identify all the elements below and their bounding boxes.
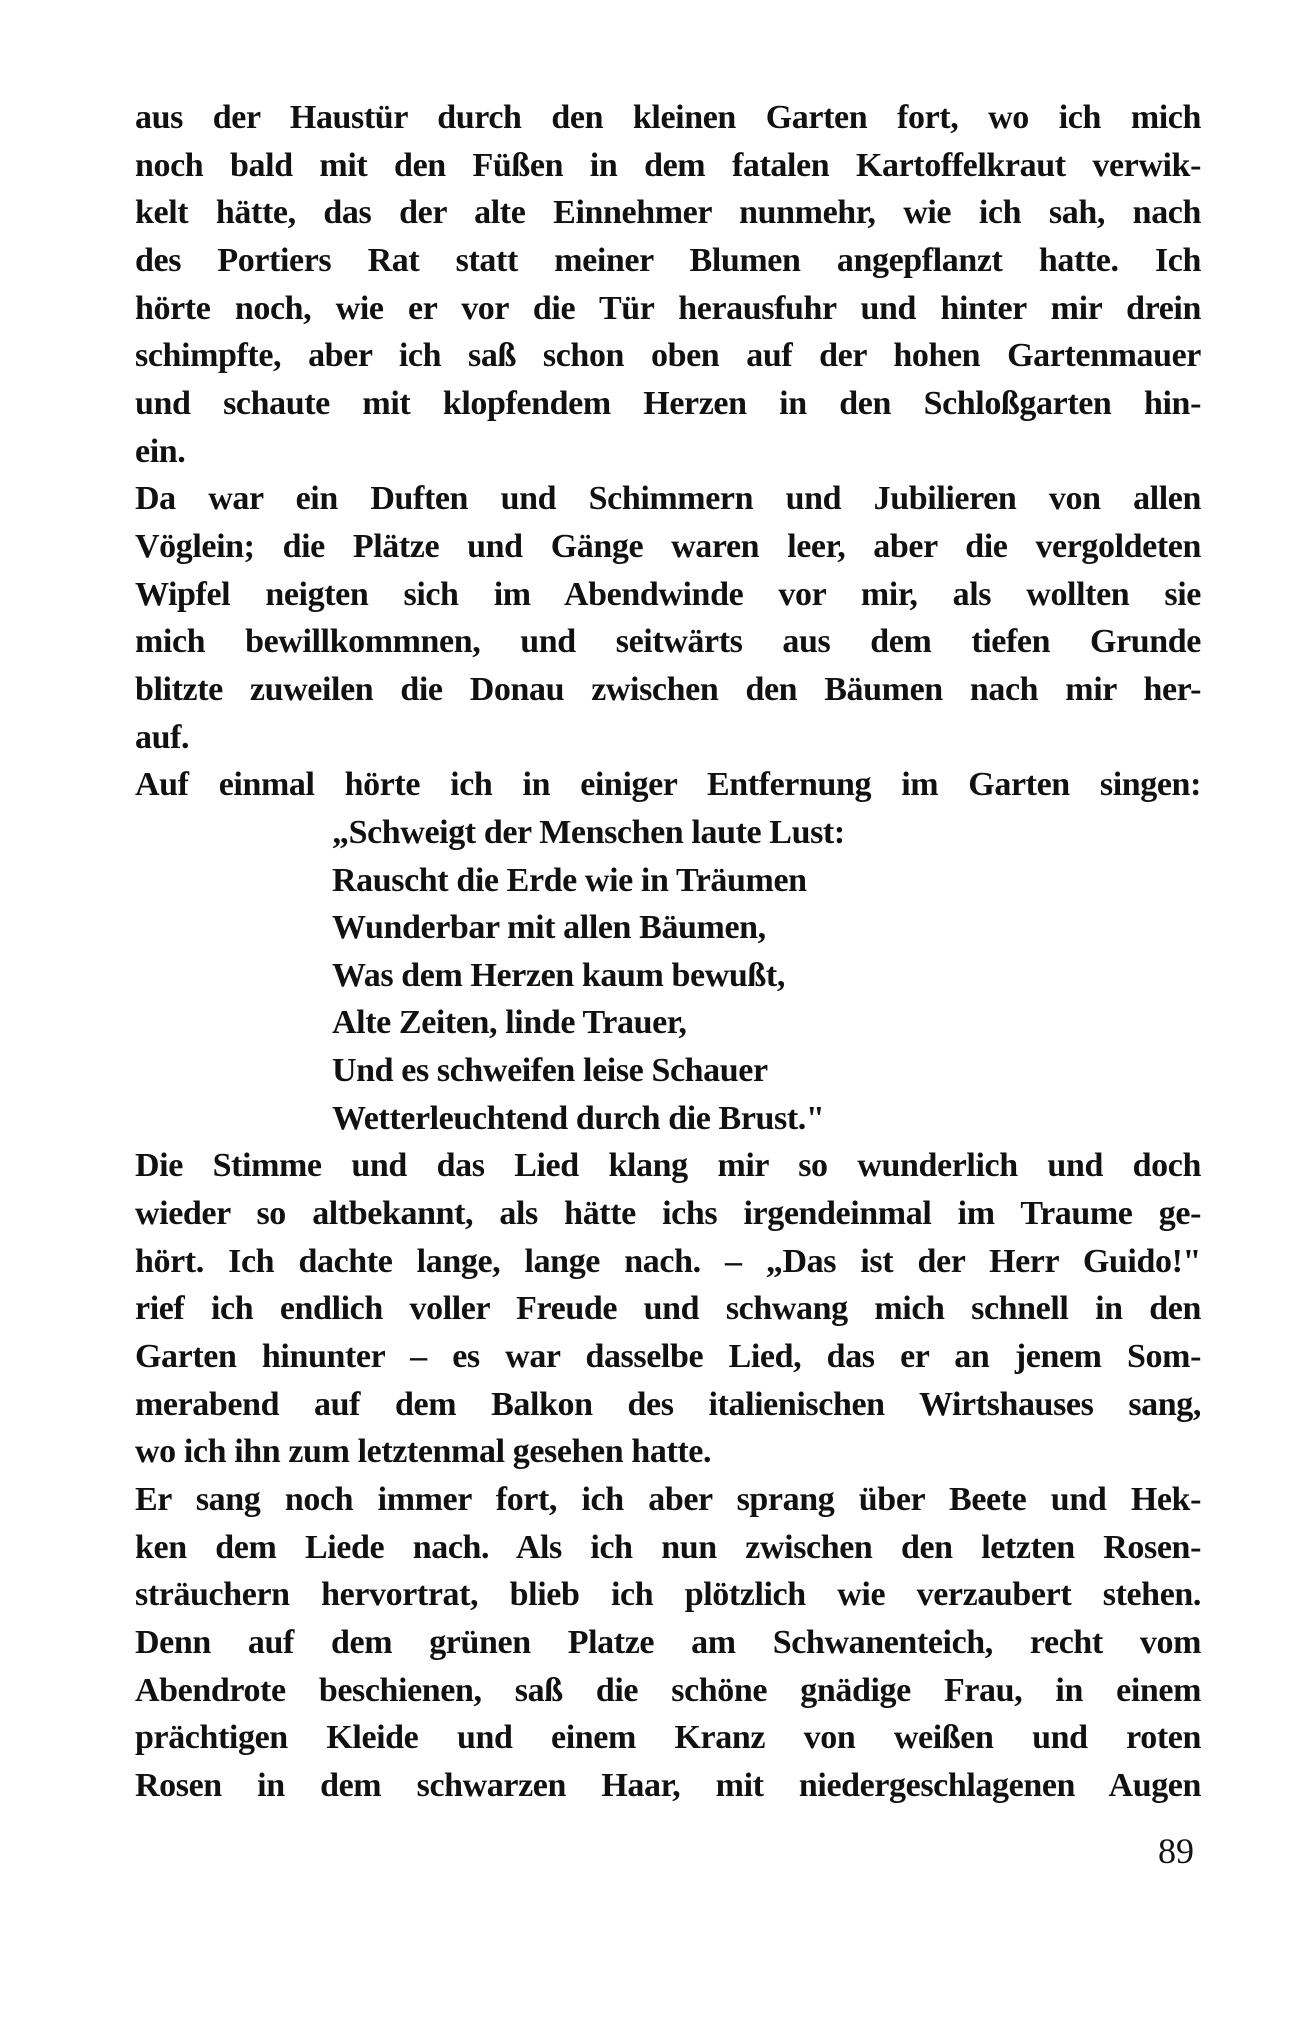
text-line: hörte noch, wie er vor die Tür herausfuhr und hinter mir drein [135,289,1201,327]
text-line: des Portiers Rat statt meiner Blumen angepflanzt hatte. Ich [135,241,1201,279]
text-line: auf. [135,718,190,756]
text-line: ken dem Liede nach. Als ich nun zwischen den letzten Rosen- [135,1528,1201,1566]
poem-line: Alte Zeiten, linde Trauer, [332,1004,687,1042]
text-line: ein. [135,432,186,470]
text-line: wieder so altbekannt, als hätte ichs irgendeinmal im Traume ge- [135,1195,1201,1233]
text-line: Denn auf dem grünen Platze am Schwanenteich, recht vom [135,1624,1201,1661]
poem-line: Rauscht die Erde wie in Träumen [332,861,807,899]
text-line: blitzte zuweilen die Donau zwischen den Bäumen nach mir her- [135,670,1201,708]
text-line: Auf einmal hörte ich in einiger Entfernung im Garten singen: [135,766,1201,804]
text-line: aus der Haustür durch den kleinen Garten fort, wo ich mich [135,99,1201,136]
text-line: merabend auf dem Balkon des italienischen Wirtshauses sang, [135,1385,1201,1423]
text-line: Abendrote beschienen, saß die schöne gnädige Frau, in einem [135,1671,1201,1709]
text-line: noch bald mit den Füßen in dem fatalen Kartoffelkraut verwik- [135,146,1201,184]
text-line: Wipfel neigten sich im Abendwinde vor mir, als wollten sie [135,575,1201,613]
poem-line: Wunderbar mit allen Bäumen, [332,909,766,947]
text-line: sträuchern hervortrat, blieb ich plötzlich wie verzaubert stehen. [135,1576,1201,1614]
text-line: rief ich endlich voller Freude und schwang mich schnell in den [135,1290,1201,1328]
text-line: kelt hätte, das der alte Einnehmer nunmehr, wie ich sah, nach [135,194,1201,232]
page-number: 89 [1158,1831,1194,1871]
poem-line: Und es schweifen leise Schauer [332,1052,768,1090]
text-line: Er sang noch immer fort, ich aber sprang über Beete und Hek- [135,1481,1201,1519]
text-line: schimpfte, aber ich saß schon oben auf der hohen Gartenmauer [135,337,1201,375]
text-line: Rosen in dem schwarzen Haar, mit niedergeschlagenen Augen [135,1766,1201,1804]
poem-line: Was dem Herzen kaum bewußt, [332,956,785,994]
text-line: und schaute mit klopfendem Herzen in den Schloßgarten hin- [135,384,1201,422]
text-line: prächtigen Kleide und einem Kranz von weißen und roten [135,1719,1201,1757]
text-line: Da war ein Duften und Schimmern und Jubilieren von allen [135,480,1201,518]
text-line: Vöglein; die Plätze und Gänge waren leer, aber die vergoldeten [135,527,1201,565]
body-text [135,94,1201,1810]
text-line: mich bewillkommnen, und seitwärts aus dem tiefen Grunde [135,623,1201,661]
poem-line: „Schweigt der Menschen laute Lust: [332,813,845,851]
poem-line: Wetterleuchtend durch die Brust." [332,1099,825,1137]
text-line: Garten hinunter – es war dasselbe Lied, das er an jenem Som- [135,1338,1201,1376]
text-line: wo ich ihn zum letztenmal gesehen hatte. [135,1433,712,1471]
text-line: hört. Ich dachte lange, lange nach. – „Das ist der Herr Guido!" [135,1242,1201,1280]
text-line: Die Stimme und das Lied klang mir so wunderlich und doch [135,1147,1201,1185]
